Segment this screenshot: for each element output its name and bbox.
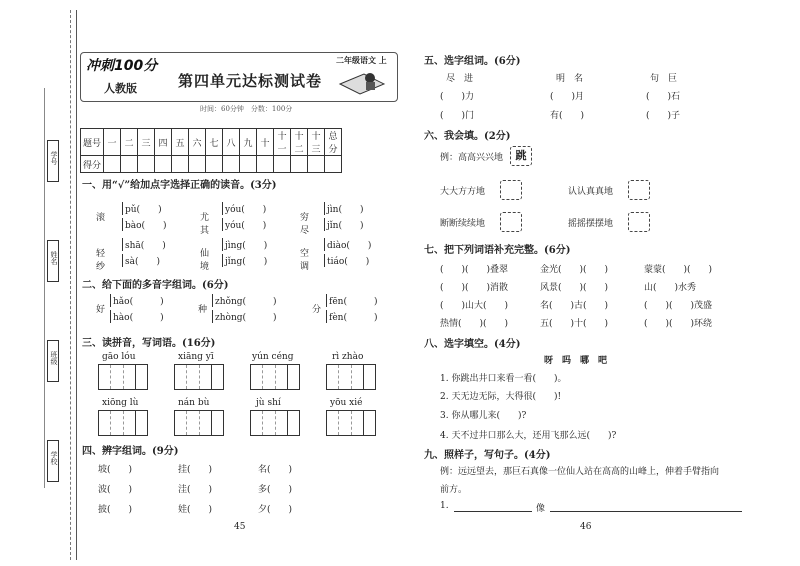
q7-cell: 风景( )( ) (540, 283, 609, 293)
q8-item: 1. 你跳出井口来看一看( )。 (440, 374, 567, 384)
q8-item: 4. 天不过井口那么大，还用飞那么远( )? (440, 431, 617, 441)
q3-title: 三、读拼音，写词语。(16分) (82, 338, 216, 349)
binding-box-student-id: 学号 (47, 140, 59, 182)
q9-answer-line-1[interactable] (454, 511, 532, 512)
q7-cell: 金光( )( ) (540, 265, 609, 275)
q8-item: 2. 天无边无际，大得很( )! (440, 392, 562, 402)
binding-box-class: 班级 (47, 340, 59, 382)
q5-choices: 尽 进 (446, 74, 474, 84)
q7-cell: 蒙蒙( )( ) (644, 265, 713, 275)
q9-item-number: 1. (440, 501, 449, 511)
q6-example: 例：高高兴兴地 (440, 153, 504, 163)
q5-cell: ( )门 (440, 111, 475, 121)
writing-grid[interactable] (98, 364, 148, 390)
q6-answer-box[interactable] (628, 212, 650, 232)
q6-answer-box[interactable] (500, 180, 522, 200)
book-icon (338, 70, 386, 96)
q6-item: 断断续续地 (440, 219, 486, 229)
binding-box-name: 姓名 (47, 240, 59, 282)
q4-cell: 坡( ) (98, 465, 133, 475)
q7-cell: 山( )水秀 (644, 283, 697, 293)
q9-example-line1: 例：远远望去，那巨石真像一位仙人站在高高的山峰上，伸着手臂指向 (440, 467, 720, 477)
pinyin-label: gāo lóu (102, 352, 136, 362)
q5-choices: 句 巨 (650, 74, 678, 84)
time-score-info: 时间：60分钟 分数：100分 (200, 105, 293, 113)
q5-title: 五、选字组词。(6分) (424, 56, 521, 67)
q9-example-line2: 前方。 (440, 485, 468, 495)
q5-choices: 明 名 (556, 74, 584, 84)
grade-label: 二年级语文 上 (336, 55, 387, 65)
q4-cell: 多( ) (258, 485, 293, 495)
binding-box-school: 学校 (47, 440, 59, 482)
q4-cell: 披( ) (98, 505, 133, 515)
q7-cell: 五( )十( ) (540, 319, 609, 329)
pinyin-label: yún céng (252, 352, 294, 362)
q5-cell: ( )石 (646, 92, 681, 102)
score-table-header-row: 题号 一 二 三 四 五 六 七 八 九 十 十一 十二 十三 总分 (81, 129, 342, 156)
page-number-left: 45 (234, 522, 246, 532)
q7-cell: ( )( )消散 (440, 283, 509, 293)
writing-grid[interactable] (326, 364, 376, 390)
q6-item: 认认真真地 (568, 187, 614, 197)
pinyin-label: jù shí (256, 398, 281, 408)
q6-title: 六、我会填。(2分) (424, 131, 511, 142)
q7-cell: ( )( )环绕 (644, 319, 713, 329)
q9-answer-line-2[interactable] (550, 511, 742, 512)
pinyin-label: xiōng lù (102, 398, 139, 408)
exam-page: 学号 姓名 班级 学校 冲刺100分 人教版 第四单元达标测试卷 二年级语文 上 时间：60分钟 分数：100分 题号 一 二 三 四 五 六 七 八 九 十 十一 十二 十三 总分 得分 一、用“√”给加点字选择正确的读音。(3分) 滚 pǔ( ) bào( ) 尤其 yóu( ) yóu( ) 穷尽 jìn( ) jǐn( ) 轻纱 shā( ) sà( ) 仙境 jìng( ) jǐng( ) 空调 diào( ) tiáo( ) 二、给下面的多音字组词。(6分) 好 hǎo( ) hào( ) 种 zhǒng( ) zhòng( ) 分 fēn( ) fèn( ) 三、读拼音，写词语。(16分) gāo lóu xiāng yī yún céng rì zhào xiōng lù nán bù jù shí yōu xié 四、辨字组词。(9分) 坡( ) 挂( ) 名( ) 波( ) 洼( ) 多( ) 披( ) 娃( ) 夕( ) 45 五、选字组词。(6分) 尽 进 明 名 句 巨 ( )力 ( )月 ( )石 ( )门 有( ) ( )子 六、我会填。(2分) 例：高高兴兴地 跳 大大方方地 认认真真地 断断续续地 摇摇摆摆地 七、把下列词语补充完整。(6分) ( )( )叠翠 金光( )( ) 蒙蒙( )( ) ( )( )消散 风景( )( ) 山( )水秀 ( )山大( ) 名( )古( ) ( )( )茂盛 热情( )( ) 五( )十( ) ( )( )环绕 八、选字填空。(4分) 呀 吗 哪 吧 1. 你跳出井口来看一看( )。 2. 天无边无际，大得很( )! 3. 你从哪儿来( )? 4. 天不过井口那么大，还用飞那么远( )? 九、照样子，写句子。(4分) 例：远远望去，那巨石真像一位仙人站在高高的山峰上，伸着手臂指向 前方。 1. 像 46 (0, 0, 800, 566)
q5-cell: ( )力 (440, 92, 475, 102)
book-illustration (338, 70, 386, 96)
q4-title: 四、辨字组词。(9分) (82, 446, 179, 457)
q7-cell: ( )( )叠翠 (440, 265, 509, 275)
score-table (80, 128, 342, 173)
q7-cell: ( )山大( ) (440, 301, 509, 311)
page-number-right: 46 (580, 522, 592, 532)
q9-item-middle: 像 (536, 504, 546, 514)
q7-cell: ( )( )茂盛 (644, 301, 713, 311)
q4-cell: 娃( ) (178, 505, 213, 515)
q5-cell: ( )月 (550, 92, 585, 102)
writing-grid[interactable] (326, 410, 376, 436)
writing-grid[interactable] (250, 410, 300, 436)
q7-title: 七、把下列词语补充完整。(6分) (424, 245, 571, 256)
q7-cell: 热情( )( ) (440, 319, 509, 329)
q9-title: 九、照样子，写句子。(4分) (424, 450, 551, 461)
q6-answer-box[interactable] (500, 212, 522, 232)
score-table-score-row: 得分 (81, 156, 342, 173)
q1-title: 一、用“√”给加点字选择正确的读音。(3分) (82, 180, 277, 191)
q4-cell: 洼( ) (178, 485, 213, 495)
q4-cell: 名( ) (258, 465, 293, 475)
q6-item: 摇摇摆摆地 (568, 219, 614, 229)
q6-answer-box[interactable] (628, 180, 650, 200)
writing-grid[interactable] (174, 410, 224, 436)
q5-cell: 有( ) (550, 111, 585, 121)
writing-grid[interactable] (250, 364, 300, 390)
writing-grid[interactable] (174, 364, 224, 390)
q8-item: 3. 你从哪儿来( )? (440, 411, 527, 421)
brand-logo: 冲刺100分 (86, 58, 158, 74)
q8-title: 八、选字填空。(4分) (424, 339, 521, 350)
q4-cell: 挂( ) (178, 465, 213, 475)
q6-example-answer: 跳 (510, 146, 532, 166)
pinyin-label: yōu xié (330, 398, 363, 408)
writing-grid[interactable] (98, 410, 148, 436)
q6-item: 大大方方地 (440, 187, 486, 197)
q2-title: 二、给下面的多音字组词。(6分) (82, 280, 229, 291)
q7-cell: 名( )古( ) (540, 301, 609, 311)
q5-cell: ( )子 (646, 111, 681, 121)
pinyin-label: nán bù (178, 398, 210, 408)
binding-dashed-line (70, 10, 71, 560)
edition-label: 人教版 (104, 82, 137, 95)
q4-cell: 波( ) (98, 485, 133, 495)
q4-cell: 夕( ) (258, 505, 293, 515)
pinyin-label: rì zhào (332, 352, 364, 362)
q8-choices: 呀 吗 哪 吧 (544, 356, 608, 366)
pinyin-label: xiāng yī (178, 352, 214, 362)
binding-solid-line (76, 10, 77, 560)
page-title: 第四单元达标测试卷 (178, 72, 323, 90)
